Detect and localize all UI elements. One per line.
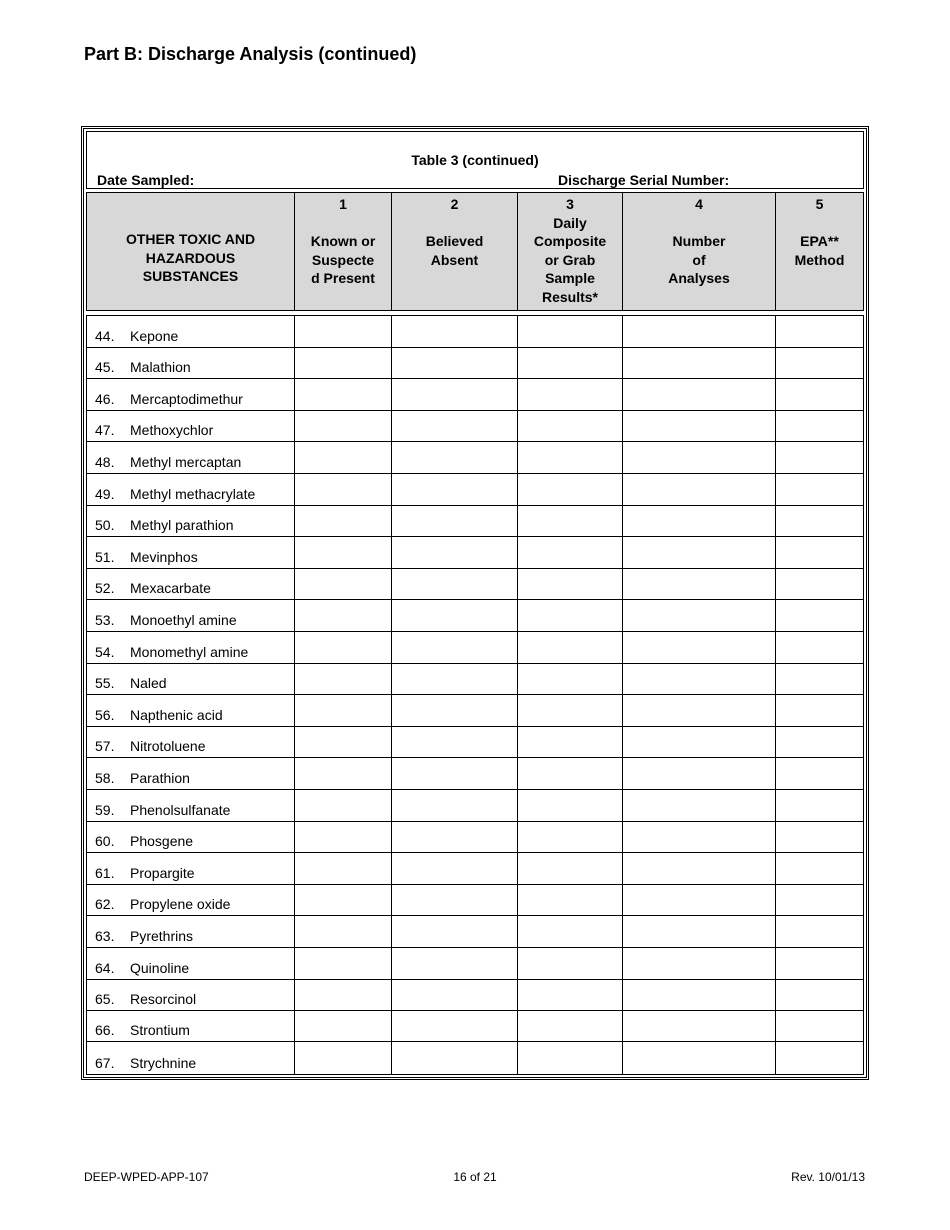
substance-name: Methoxychlor <box>130 422 214 438</box>
substance-name: Methyl methacrylate <box>130 486 256 502</box>
believed-absent-cell[interactable] <box>391 664 517 694</box>
number-of-analyses-cell[interactable] <box>622 853 775 884</box>
sample-results-cell[interactable] <box>517 632 622 663</box>
sample-results-cell[interactable] <box>517 537 622 568</box>
substance-name: Mevinphos <box>130 549 198 565</box>
substance-name: Strontium <box>130 1022 190 1038</box>
epa-method-cell[interactable] <box>775 758 863 789</box>
sample-results-cell[interactable] <box>517 758 622 789</box>
epa-method-cell[interactable] <box>775 1011 863 1041</box>
header-line: Believed <box>425 233 484 249</box>
substance-cell <box>87 758 294 789</box>
header-line: EPA** <box>800 233 839 249</box>
known-or-suspected-cell[interactable] <box>294 853 391 884</box>
substance-name: Naled <box>130 675 167 691</box>
header-col4-lines <box>623 195 775 288</box>
known-or-suspected-cell[interactable] <box>294 664 391 694</box>
substance-cell <box>87 664 294 694</box>
known-or-suspected-cell[interactable] <box>294 379 391 410</box>
header-line <box>625 214 773 233</box>
row-number: 46. <box>95 391 115 407</box>
row-number: 50. <box>95 517 115 533</box>
row-number: 65. <box>95 991 115 1007</box>
substance-cell <box>87 822 294 852</box>
substance-cell <box>87 316 294 347</box>
substance-name: Mercaptodimethur <box>130 391 243 407</box>
substance-cell <box>87 695 294 726</box>
number-of-analyses-cell[interactable] <box>622 758 775 789</box>
number-of-analyses-cell[interactable] <box>622 506 775 536</box>
header-col5-lines <box>776 195 863 269</box>
substance-name: Monomethyl amine <box>130 644 249 660</box>
row-number: 59. <box>95 802 115 818</box>
substance-cell <box>87 1011 294 1041</box>
table-row <box>87 411 863 442</box>
sample-results-cell[interactable] <box>517 379 622 410</box>
row-number: 62. <box>95 896 115 912</box>
header-col2 <box>391 193 517 310</box>
sample-results-cell[interactable] <box>517 727 622 757</box>
substance-name: Phosgene <box>130 833 194 849</box>
substance-cell <box>87 569 294 599</box>
believed-absent-cell[interactable] <box>391 506 517 536</box>
date-sampled-label: Date Sampled: <box>97 172 195 188</box>
sample-results-cell[interactable] <box>517 506 622 536</box>
table-row <box>87 695 863 727</box>
substance-name: Propylene oxide <box>130 896 231 912</box>
substance-cell <box>87 379 294 410</box>
substance-cell <box>87 727 294 757</box>
number-of-analyses-cell[interactable] <box>622 664 775 694</box>
row-number: 58. <box>95 770 115 786</box>
header-line: of <box>692 251 706 268</box>
believed-absent-cell[interactable] <box>391 1011 517 1041</box>
believed-absent-cell[interactable] <box>391 727 517 757</box>
row-number: 47. <box>95 422 115 438</box>
page-title: Part B: Discharge Analysis (continued) <box>84 44 417 64</box>
header-line: Analyses <box>668 270 730 286</box>
number-of-analyses-cell[interactable] <box>622 916 775 947</box>
known-or-suspected-cell[interactable] <box>294 822 391 852</box>
substance-cell <box>87 980 294 1010</box>
believed-absent-cell[interactable] <box>391 600 517 631</box>
substance-cell <box>87 348 294 378</box>
header-col3-lines <box>518 195 622 306</box>
table-row <box>87 758 863 790</box>
believed-absent-cell[interactable] <box>391 695 517 726</box>
believed-absent-cell[interactable] <box>391 948 517 979</box>
header-line: Number <box>672 233 726 249</box>
sample-results-cell[interactable] <box>517 411 622 441</box>
row-number: 52. <box>95 580 115 596</box>
sample-results-cell[interactable] <box>517 695 622 726</box>
header-line: Suspecte <box>311 251 375 268</box>
believed-absent-cell[interactable] <box>391 316 517 347</box>
number-of-analyses-cell[interactable] <box>622 790 775 821</box>
header-line <box>297 214 389 233</box>
sample-results-cell[interactable] <box>517 790 622 821</box>
epa-method-cell[interactable] <box>775 790 863 821</box>
header-line: 2 <box>450 196 459 212</box>
header-substances <box>87 193 294 310</box>
table-row <box>87 1042 863 1074</box>
row-number: 49. <box>95 486 115 502</box>
number-of-analyses-cell[interactable] <box>622 379 775 410</box>
epa-method-cell[interactable] <box>775 348 863 378</box>
known-or-suspected-cell[interactable] <box>294 1042 391 1074</box>
number-of-analyses-cell[interactable] <box>622 600 775 631</box>
believed-absent-cell[interactable] <box>391 411 517 441</box>
footer-revision: Rev. 10/01/13 <box>791 1170 865 1184</box>
known-or-suspected-cell[interactable] <box>294 727 391 757</box>
number-of-analyses-cell[interactable] <box>622 537 775 568</box>
number-of-analyses-cell[interactable] <box>622 348 775 378</box>
substance-name: Napthenic acid <box>130 707 223 723</box>
substance-cell <box>87 853 294 884</box>
believed-absent-cell[interactable] <box>391 790 517 821</box>
sample-results-cell[interactable] <box>517 980 622 1010</box>
known-or-suspected-cell[interactable] <box>294 980 391 1010</box>
substance-name: Parathion <box>130 770 190 786</box>
table-row <box>87 822 863 853</box>
table-row <box>87 853 863 885</box>
believed-absent-cell[interactable] <box>391 980 517 1010</box>
sample-results-cell[interactable] <box>517 348 622 378</box>
table-row <box>87 506 863 537</box>
header-line: HAZARDOUS <box>145 249 236 266</box>
sample-results-cell[interactable] <box>517 600 622 631</box>
number-of-analyses-cell[interactable] <box>622 727 775 757</box>
believed-absent-cell[interactable] <box>391 474 517 505</box>
epa-method-cell[interactable] <box>775 379 863 410</box>
known-or-suspected-cell[interactable] <box>294 790 391 821</box>
header-substances-lines <box>87 230 294 286</box>
table-row <box>87 916 863 948</box>
sample-results-cell[interactable] <box>517 664 622 694</box>
row-number: 66. <box>95 1022 115 1038</box>
number-of-analyses-cell[interactable] <box>622 569 775 599</box>
number-of-analyses-cell[interactable] <box>622 474 775 505</box>
header-col1-lines <box>295 195 391 288</box>
substance-name: Pyrethrins <box>130 928 194 944</box>
header-line: Known or <box>310 233 376 249</box>
known-or-suspected-cell[interactable] <box>294 506 391 536</box>
substance-name: Methyl mercaptan <box>130 454 242 470</box>
epa-method-cell[interactable] <box>775 980 863 1010</box>
table-row <box>87 474 863 506</box>
substance-name: Propargite <box>130 865 195 881</box>
number-of-analyses-cell[interactable] <box>622 885 775 915</box>
sample-results-cell[interactable] <box>517 1011 622 1041</box>
header-line: Daily <box>553 214 587 231</box>
number-of-analyses-cell[interactable] <box>622 1042 775 1074</box>
number-of-analyses-cell[interactable] <box>622 948 775 979</box>
header-line <box>778 214 861 233</box>
table-row <box>87 790 863 822</box>
known-or-suspected-cell[interactable] <box>294 474 391 505</box>
row-number: 64. <box>95 960 115 976</box>
sample-results-cell[interactable] <box>517 822 622 852</box>
known-or-suspected-cell[interactable] <box>294 885 391 915</box>
substance-name: Malathion <box>130 359 191 375</box>
header-col1 <box>294 193 391 310</box>
epa-method-cell[interactable] <box>775 600 863 631</box>
row-number: 55. <box>95 675 115 691</box>
substance-cell <box>87 411 294 441</box>
table-row <box>87 348 863 379</box>
substance-cell <box>87 506 294 536</box>
believed-absent-cell[interactable] <box>391 853 517 884</box>
substance-cell <box>87 885 294 915</box>
row-number: 51. <box>95 549 115 565</box>
substance-name: Monoethyl amine <box>130 612 237 628</box>
number-of-analyses-cell[interactable] <box>622 695 775 726</box>
table-title: Table 3 (continued) <box>411 152 539 168</box>
number-of-analyses-cell[interactable] <box>622 632 775 663</box>
row-number: 57. <box>95 738 115 754</box>
known-or-suspected-cell[interactable] <box>294 442 391 473</box>
epa-method-cell[interactable] <box>775 853 863 884</box>
known-or-suspected-cell[interactable] <box>294 569 391 599</box>
substance-cell <box>87 600 294 631</box>
discharge-serial-number-label: Discharge Serial Number: <box>558 172 730 188</box>
known-or-suspected-cell[interactable] <box>294 916 391 947</box>
table-row <box>87 980 863 1011</box>
row-number: 54. <box>95 644 115 660</box>
row-number: 56. <box>95 707 115 723</box>
believed-absent-cell[interactable] <box>391 758 517 789</box>
row-number: 45. <box>95 359 115 375</box>
row-number: 44. <box>95 328 115 344</box>
sample-results-cell[interactable] <box>517 948 622 979</box>
number-of-analyses-cell[interactable] <box>622 822 775 852</box>
substance-name: Strychnine <box>130 1055 197 1071</box>
known-or-suspected-cell[interactable] <box>294 600 391 631</box>
believed-absent-cell[interactable] <box>391 1042 517 1074</box>
row-number: 53. <box>95 612 115 628</box>
sample-results-cell[interactable] <box>517 442 622 473</box>
believed-absent-cell[interactable] <box>391 442 517 473</box>
known-or-suspected-cell[interactable] <box>294 758 391 789</box>
table-row <box>87 316 863 348</box>
epa-method-cell[interactable] <box>775 474 863 505</box>
table-row <box>87 600 863 632</box>
header-line: 1 <box>339 196 347 212</box>
table-row <box>87 1011 863 1042</box>
number-of-analyses-cell[interactable] <box>622 1011 775 1041</box>
substance-name: Nitrotoluene <box>130 738 206 754</box>
header-line: OTHER TOXIC AND <box>125 231 256 247</box>
row-number: 48. <box>95 454 115 470</box>
header-line: d Present <box>311 270 375 286</box>
header-line: Method <box>794 251 845 268</box>
header-col5 <box>775 193 863 310</box>
epa-method-cell[interactable] <box>775 916 863 947</box>
epa-method-cell[interactable] <box>775 316 863 347</box>
sample-results-cell[interactable] <box>517 474 622 505</box>
believed-absent-cell[interactable] <box>391 379 517 410</box>
number-of-analyses-cell[interactable] <box>622 980 775 1010</box>
footer-form-id: DEEP-WPED-APP-107 <box>84 1170 209 1184</box>
header-line: Composite <box>533 233 607 249</box>
substance-name: Resorcinol <box>130 991 197 1007</box>
epa-method-cell[interactable] <box>775 885 863 915</box>
row-number: 61. <box>95 865 115 881</box>
table-row <box>87 727 863 758</box>
epa-method-cell[interactable] <box>775 411 863 441</box>
epa-method-cell[interactable] <box>775 822 863 852</box>
table-row <box>87 537 863 569</box>
header-line: 3 <box>566 196 574 212</box>
table-row <box>87 632 863 664</box>
epa-method-cell[interactable] <box>775 537 863 568</box>
epa-method-cell[interactable] <box>775 664 863 694</box>
table-row <box>87 379 863 411</box>
believed-absent-cell[interactable] <box>391 537 517 568</box>
substance-cell <box>87 442 294 473</box>
sample-results-cell[interactable] <box>517 569 622 599</box>
row-number: 60. <box>95 833 115 849</box>
header-line: SUBSTANCES <box>142 268 239 284</box>
epa-method-cell[interactable] <box>775 569 863 599</box>
table-header-box <box>86 131 864 189</box>
row-number: 67. <box>95 1055 115 1071</box>
substance-cell <box>87 632 294 663</box>
table-row <box>87 569 863 600</box>
known-or-suspected-cell[interactable] <box>294 1011 391 1041</box>
known-or-suspected-cell[interactable] <box>294 695 391 726</box>
epa-method-cell[interactable] <box>775 632 863 663</box>
believed-absent-cell[interactable] <box>391 569 517 599</box>
sample-results-cell[interactable] <box>517 916 622 947</box>
substance-cell <box>87 948 294 979</box>
header-col4 <box>622 193 775 310</box>
table-row <box>87 948 863 980</box>
header-col3 <box>517 193 622 310</box>
sample-results-cell[interactable] <box>517 853 622 884</box>
substance-name: Kepone <box>130 328 179 344</box>
header-line: 5 <box>815 196 824 212</box>
believed-absent-cell[interactable] <box>391 632 517 663</box>
believed-absent-cell[interactable] <box>391 348 517 378</box>
substance-name: Mexacarbate <box>130 580 211 596</box>
substance-name: Methyl parathion <box>130 517 234 533</box>
sample-results-cell[interactable] <box>517 316 622 347</box>
sample-results-cell[interactable] <box>517 885 622 915</box>
header-line: Absent <box>430 251 479 268</box>
substance-cell <box>87 1042 294 1074</box>
believed-absent-cell[interactable] <box>391 822 517 852</box>
epa-method-cell[interactable] <box>775 442 863 473</box>
substance-cell <box>87 790 294 821</box>
epa-method-cell[interactable] <box>775 727 863 757</box>
table-body <box>86 315 864 1075</box>
epa-method-cell[interactable] <box>775 1042 863 1074</box>
substance-name: Phenolsulfanate <box>130 802 231 818</box>
header-col2-lines <box>392 195 517 269</box>
discharge-table <box>81 126 869 1080</box>
believed-absent-cell[interactable] <box>391 916 517 947</box>
known-or-suspected-cell[interactable] <box>294 348 391 378</box>
table-row <box>87 885 863 916</box>
table-row <box>87 664 863 695</box>
header-line: 4 <box>695 196 703 212</box>
substance-name: Quinoline <box>130 960 190 976</box>
table-row <box>87 442 863 474</box>
known-or-suspected-cell[interactable] <box>294 632 391 663</box>
number-of-analyses-cell[interactable] <box>622 442 775 473</box>
substance-cell <box>87 474 294 505</box>
footer-page-number: 16 of 21 <box>453 1170 497 1184</box>
column-headers <box>86 192 864 311</box>
number-of-analyses-cell[interactable] <box>622 411 775 441</box>
number-of-analyses-cell[interactable] <box>622 316 775 347</box>
header-line: or Grab <box>544 251 596 268</box>
known-or-suspected-cell[interactable] <box>294 316 391 347</box>
epa-method-cell[interactable] <box>775 695 863 726</box>
substance-cell <box>87 537 294 568</box>
believed-absent-cell[interactable] <box>391 885 517 915</box>
known-or-suspected-cell[interactable] <box>294 411 391 441</box>
header-line: Results* <box>541 288 599 305</box>
sample-results-cell[interactable] <box>517 1042 622 1074</box>
known-or-suspected-cell[interactable] <box>294 948 391 979</box>
row-number: 63. <box>95 928 115 944</box>
epa-method-cell[interactable] <box>775 506 863 536</box>
header-line: Sample <box>545 270 595 286</box>
substance-cell <box>87 916 294 947</box>
epa-method-cell[interactable] <box>775 948 863 979</box>
known-or-suspected-cell[interactable] <box>294 537 391 568</box>
header-line <box>394 214 515 233</box>
